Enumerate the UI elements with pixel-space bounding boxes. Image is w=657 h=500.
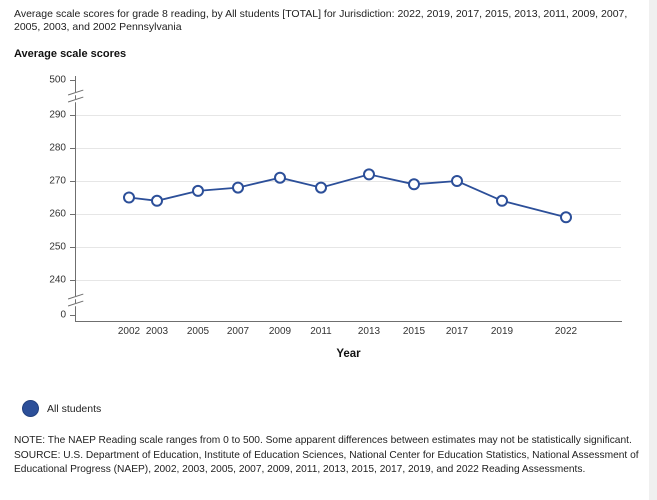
x-tick-label: 2022 [554, 326, 578, 337]
note-text: NOTE: The NAEP Reading scale ranges from 0 to 500. Some apparent differences between estimates may not be statistically significant. [14, 435, 632, 446]
legend-marker-icon [22, 400, 39, 417]
data-point-marker[interactable] [497, 196, 507, 206]
data-point-marker[interactable] [561, 212, 571, 222]
chart-legend[interactable] [22, 400, 101, 417]
source-text: SOURCE: U.S. Department of Education, Institute of Education Sciences, National Center for Education Statistics, National Assessment of Educational Progress (NAEP), 2002, 2003, 2005, 2007, 2009, 2011, 2013, 2015, 2017, 2019, and 2022 Reading Assessments. [14, 449, 639, 475]
data-point-marker[interactable] [452, 176, 462, 186]
line-series-all-students [14, 68, 647, 338]
legend-label: All students [47, 402, 102, 415]
data-point-marker[interactable] [233, 183, 243, 193]
chart-notes [14, 434, 642, 478]
x-tick-label: 2019 [490, 326, 514, 337]
y-tick-label: 260 [49, 208, 66, 220]
x-tick-label: 2011 [310, 326, 332, 337]
data-point-marker[interactable] [124, 193, 134, 203]
x-tick-label: 2007 [226, 326, 250, 337]
x-tick-label: 2003 [145, 326, 169, 337]
section-divider [0, 386, 649, 387]
data-point-marker[interactable] [316, 183, 326, 193]
x-tick-label: 2002 [117, 326, 141, 337]
data-point-marker[interactable] [152, 196, 162, 206]
y-tick-label: 280 [49, 142, 66, 154]
x-tick-label: 2005 [186, 326, 210, 337]
chart-caption [14, 8, 643, 34]
x-tick-label: 2009 [268, 326, 292, 337]
y-tick-label: 290 [49, 109, 66, 121]
y-tick-label: 0 [60, 309, 66, 321]
x-axis-title: Year [336, 348, 361, 360]
data-point-marker[interactable] [364, 169, 374, 179]
x-tick-label: 2015 [402, 326, 426, 337]
chart-area [14, 68, 647, 368]
x-tick-label: 2013 [357, 326, 381, 337]
data-point-marker[interactable] [275, 173, 285, 183]
data-point-marker[interactable] [193, 186, 203, 196]
y-tick-label: 500 [49, 74, 66, 86]
data-point-marker[interactable] [409, 179, 419, 189]
x-tick-label: 2017 [445, 326, 469, 337]
caption-jurisdiction: Pennsylvania [119, 21, 182, 33]
caption-text: Average scale scores for grade 8 reading, by All students [TOTAL] for Jurisdiction: 2022, 2019, 2017, 2015, 2013, 2011, 2009, 2007, 2005, 2003, and 2002 [14, 8, 628, 33]
y-tick-label: 240 [49, 274, 66, 286]
page-right-edge [649, 0, 657, 500]
chart-title: Average scale scores [14, 48, 127, 60]
y-tick-label: 250 [49, 241, 66, 253]
y-tick-label: 270 [49, 175, 66, 187]
